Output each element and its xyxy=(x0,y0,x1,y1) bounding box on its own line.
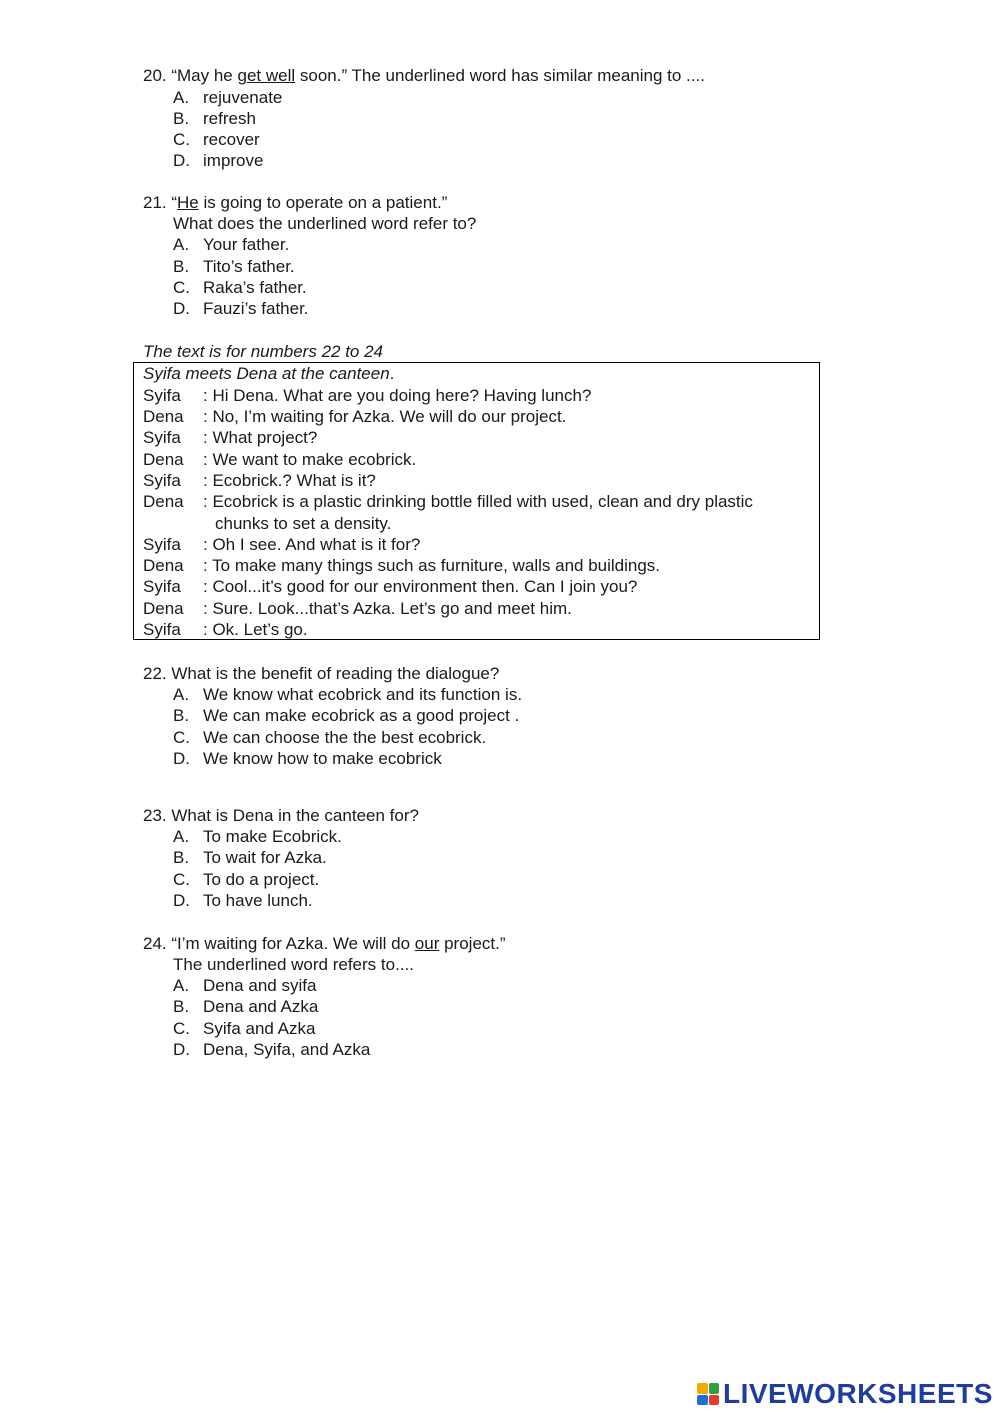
logo-text: LIVEWORKSHEETS xyxy=(723,1378,993,1409)
passage-intro: The text is for numbers 22 to 24 xyxy=(143,342,384,361)
question-24-prompt: The underlined word refers to.... xyxy=(173,955,414,974)
q20-option-a[interactable]: A. rejuvenate xyxy=(173,88,283,107)
q21-option-a[interactable]: A. Your father. xyxy=(173,235,290,254)
underlined-phrase: get well xyxy=(237,66,296,85)
dialogue-line: Dena : To make many things such as furniture, walls and buildings. xyxy=(143,556,661,575)
speaker: Dena xyxy=(143,599,184,618)
logo-square xyxy=(697,1395,708,1406)
q21-option-c[interactable]: C. Raka’s father. xyxy=(173,278,307,297)
question-21-prompt: What does the underlined word refer to? xyxy=(173,214,477,233)
q22-option-c[interactable]: C. We can choose the the best ecobrick. xyxy=(173,728,487,747)
question-24-stem: 24. “I’m waiting for Azka. We will do our project.” xyxy=(143,934,506,953)
speaker: Dena xyxy=(143,407,184,426)
q24-option-a[interactable]: A. Dena and syifa xyxy=(173,976,317,995)
q20-option-c[interactable]: C. recover xyxy=(173,130,260,149)
speaker: Syifa xyxy=(143,471,181,490)
speaker: Dena xyxy=(143,450,184,469)
q22-option-a[interactable]: A. We know what ecobrick and its function is. xyxy=(173,685,523,704)
dialogue-line: Syifa : What project? xyxy=(143,428,318,447)
underlined-word: our xyxy=(414,934,440,953)
logo-square xyxy=(697,1383,708,1394)
dialogue-line: Dena : Ecobrick is a plastic drinking bottle filled with used, clean and dry plastic xyxy=(143,492,753,511)
question-23-stem: 23. What is Dena in the canteen for? xyxy=(143,806,419,825)
q21-option-b[interactable]: B. Tito’s father. xyxy=(173,257,295,276)
q24-option-c[interactable]: C. Syifa and Azka xyxy=(173,1019,316,1038)
logo-grid-icon xyxy=(697,1383,719,1405)
question-22-stem: 22. What is the benefit of reading the dialogue? xyxy=(143,664,500,683)
liveworksheets-logo[interactable] xyxy=(697,1380,993,1408)
speaker: Syifa xyxy=(143,428,181,447)
dialogue-line: Dena : Sure. Look...that’s Azka. Let’s go and meet him. xyxy=(143,599,572,618)
dialogue-line: Syifa : Hi Dena. What are you doing here? Having lunch? xyxy=(143,386,592,405)
q22-option-d[interactable]: D. We know how to make ecobrick xyxy=(173,749,442,768)
q20-option-d[interactable]: D. improve xyxy=(173,151,264,170)
q23-option-b[interactable]: B. To wait for Azka. xyxy=(173,848,327,867)
speaker: Dena xyxy=(143,556,184,575)
dialogue-line: Syifa : Ecobrick.? What is it? xyxy=(143,471,376,490)
q23-option-c[interactable]: C. To do a project. xyxy=(173,870,320,889)
dialogue-line: Syifa : Ok. Let’s go. xyxy=(143,620,308,639)
logo-square xyxy=(709,1383,720,1394)
speaker: Syifa xyxy=(143,386,181,405)
speaker: Syifa xyxy=(143,577,181,596)
q24-option-b[interactable]: B. Dena and Azka xyxy=(173,997,319,1016)
question-21-stem: 21. “He is going to operate on a patient.” xyxy=(143,193,448,212)
q23-option-d[interactable]: D. To have lunch. xyxy=(173,891,313,910)
speaker: Dena xyxy=(143,492,184,511)
speaker: Syifa xyxy=(143,535,181,554)
q24-option-d[interactable]: D. Dena, Syifa, and Azka xyxy=(173,1040,371,1059)
dialogue-line: Syifa : Oh I see. And what is it for? xyxy=(143,535,421,554)
dialogue-line: Dena : No, I’m waiting for Azka. We will do our project. xyxy=(143,407,567,426)
q22-option-b[interactable]: B. We can make ecobrick as a good project . xyxy=(173,706,520,725)
dialogue-line: Dena : We want to make ecobrick. xyxy=(143,450,417,469)
q21-option-d[interactable]: D. Fauzi’s father. xyxy=(173,299,309,318)
q23-option-a[interactable]: A. To make Ecobrick. xyxy=(173,827,342,846)
question-20-stem: 20. “May he get well soon.” The underlined word has similar meaning to .... xyxy=(143,66,705,85)
underlined-word: He xyxy=(177,193,199,212)
dialogue-continuation: chunks to set a density. xyxy=(215,514,392,533)
dialogue-setting: Syifa meets Dena at the canteen. xyxy=(143,364,395,383)
speaker: Syifa xyxy=(143,620,181,639)
dialogue-line: Syifa : Cool...it’s good for our environment then. Can I join you? xyxy=(143,577,638,596)
logo-square xyxy=(709,1395,720,1406)
q20-option-b[interactable]: B. refresh xyxy=(173,109,256,128)
